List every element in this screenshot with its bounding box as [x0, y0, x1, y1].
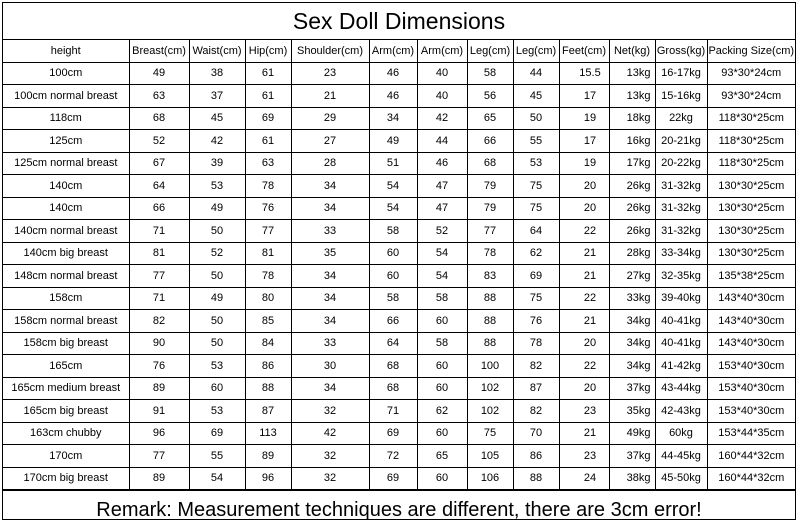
- leg-cell: 62: [513, 242, 559, 265]
- hip-cell: 69: [245, 107, 291, 130]
- hip-cell: 88: [245, 377, 291, 400]
- arm-cell: 46: [369, 85, 417, 108]
- packing-size-cell: 93*30*24cm: [707, 62, 795, 85]
- leg-cell: 100: [467, 355, 513, 378]
- hip-cell: 113: [245, 422, 291, 445]
- waist-cell: 39: [189, 152, 245, 175]
- feet-cell: 21: [559, 242, 609, 265]
- height-cell: 148cm normal breast: [3, 265, 129, 288]
- net-weight-cell: 17kg: [609, 152, 655, 175]
- gross-weight-cell: 31-32kg: [655, 175, 707, 198]
- leg-cell: 87: [513, 377, 559, 400]
- column-header: Breast(cm): [129, 40, 189, 62]
- breast-cell: 81: [129, 242, 189, 265]
- feet-cell: 20: [559, 377, 609, 400]
- waist-cell: 60: [189, 377, 245, 400]
- column-header: Arm(cm): [417, 40, 467, 62]
- waist-cell: 50: [189, 332, 245, 355]
- table-row: [3, 310, 795, 333]
- net-weight-cell: 18kg: [609, 107, 655, 130]
- breast-cell: 49: [129, 62, 189, 85]
- gross-weight-cell: 20-21kg: [655, 130, 707, 153]
- leg-cell: 64: [513, 220, 559, 243]
- arm-cell: 60: [417, 310, 467, 333]
- packing-size-cell: 118*30*25cm: [707, 152, 795, 175]
- breast-cell: 90: [129, 332, 189, 355]
- arm-cell: 42: [417, 107, 467, 130]
- leg-cell: 79: [467, 175, 513, 198]
- height-cell: 165cm medium breast: [3, 377, 129, 400]
- hip-cell: 96: [245, 467, 291, 490]
- gross-weight-cell: 15-16kg: [655, 85, 707, 108]
- feet-cell: 22: [559, 355, 609, 378]
- height-cell: 125cm normal breast: [3, 152, 129, 175]
- gross-weight-cell: 39-40kg: [655, 287, 707, 310]
- leg-cell: 65: [467, 107, 513, 130]
- leg-cell: 70: [513, 422, 559, 445]
- table-row: [3, 220, 795, 243]
- hip-cell: 77: [245, 220, 291, 243]
- gross-weight-cell: 31-32kg: [655, 220, 707, 243]
- column-header: Gross(kg): [655, 40, 707, 62]
- packing-size-cell: 130*30*25cm: [707, 242, 795, 265]
- height-cell: 140cm big breast: [3, 242, 129, 265]
- net-weight-cell: 27kg: [609, 265, 655, 288]
- hip-cell: 85: [245, 310, 291, 333]
- arm-cell: 34: [369, 107, 417, 130]
- arm-cell: 64: [369, 332, 417, 355]
- leg-cell: 75: [467, 422, 513, 445]
- column-header: Packing Size(cm): [707, 40, 795, 62]
- packing-size-cell: 130*30*25cm: [707, 220, 795, 243]
- shoulder-cell: 30: [291, 355, 369, 378]
- column-header: Leg(cm): [513, 40, 559, 62]
- arm-cell: 69: [369, 467, 417, 490]
- breast-cell: 76: [129, 355, 189, 378]
- waist-cell: 54: [189, 467, 245, 490]
- waist-cell: 38: [189, 62, 245, 85]
- feet-cell: 17: [559, 85, 609, 108]
- arm-cell: 46: [417, 152, 467, 175]
- net-weight-cell: 49kg: [609, 422, 655, 445]
- gross-weight-cell: 41-42kg: [655, 355, 707, 378]
- waist-cell: 42: [189, 130, 245, 153]
- leg-cell: 56: [467, 85, 513, 108]
- leg-cell: 50: [513, 107, 559, 130]
- column-header: height: [3, 40, 129, 62]
- waist-cell: 50: [189, 265, 245, 288]
- gross-weight-cell: 60kg: [655, 422, 707, 445]
- hip-cell: 76: [245, 197, 291, 220]
- gross-weight-cell: 40-41kg: [655, 332, 707, 355]
- table-row: [3, 175, 795, 198]
- leg-cell: 44: [513, 62, 559, 85]
- gross-weight-cell: 42-43kg: [655, 400, 707, 423]
- shoulder-cell: 34: [291, 287, 369, 310]
- leg-cell: 75: [513, 287, 559, 310]
- waist-cell: 45: [189, 107, 245, 130]
- leg-cell: 79: [467, 197, 513, 220]
- packing-size-cell: 143*40*30cm: [707, 287, 795, 310]
- shoulder-cell: 35: [291, 242, 369, 265]
- feet-cell: 20: [559, 197, 609, 220]
- shoulder-cell: 34: [291, 377, 369, 400]
- gross-weight-cell: 33-34kg: [655, 242, 707, 265]
- hip-cell: 81: [245, 242, 291, 265]
- remark-note: Remark: Measurement techniques are different, there are 3cm error!: [3, 490, 795, 529]
- net-weight-cell: 34kg: [609, 355, 655, 378]
- feet-cell: 22: [559, 287, 609, 310]
- arm-cell: 47: [417, 175, 467, 198]
- shoulder-cell: 42: [291, 422, 369, 445]
- arm-cell: 60: [417, 422, 467, 445]
- hip-cell: 84: [245, 332, 291, 355]
- leg-cell: 75: [513, 175, 559, 198]
- shoulder-cell: 33: [291, 332, 369, 355]
- arm-cell: 60: [369, 242, 417, 265]
- waist-cell: 53: [189, 400, 245, 423]
- feet-cell: 22: [559, 220, 609, 243]
- waist-cell: 53: [189, 175, 245, 198]
- feet-cell: 20: [559, 175, 609, 198]
- leg-cell: 76: [513, 310, 559, 333]
- leg-cell: 83: [467, 265, 513, 288]
- packing-size-cell: 118*30*25cm: [707, 107, 795, 130]
- height-cell: 170cm big breast: [3, 467, 129, 490]
- net-weight-cell: 13kg: [609, 62, 655, 85]
- packing-size-cell: 160*44*32cm: [707, 445, 795, 468]
- gross-weight-cell: 44-45kg: [655, 445, 707, 468]
- leg-cell: 102: [467, 400, 513, 423]
- arm-cell: 66: [369, 310, 417, 333]
- leg-cell: 102: [467, 377, 513, 400]
- hip-cell: 80: [245, 287, 291, 310]
- packing-size-cell: 143*40*30cm: [707, 310, 795, 333]
- net-weight-cell: 26kg: [609, 197, 655, 220]
- arm-cell: 54: [417, 265, 467, 288]
- feet-cell: 23: [559, 400, 609, 423]
- leg-cell: 58: [467, 62, 513, 85]
- leg-cell: 106: [467, 467, 513, 490]
- arm-cell: 52: [417, 220, 467, 243]
- packing-size-cell: 130*30*25cm: [707, 175, 795, 198]
- arm-cell: 54: [369, 197, 417, 220]
- feet-cell: 17: [559, 130, 609, 153]
- leg-cell: 82: [513, 355, 559, 378]
- table-row: [3, 400, 795, 423]
- height-cell: 158cm normal breast: [3, 310, 129, 333]
- hip-cell: 89: [245, 445, 291, 468]
- feet-cell: 21: [559, 310, 609, 333]
- shoulder-cell: 23: [291, 62, 369, 85]
- table-row: [3, 332, 795, 355]
- feet-cell: 19: [559, 107, 609, 130]
- height-cell: 163cm chubby: [3, 422, 129, 445]
- table-row: [3, 377, 795, 400]
- hip-cell: 87: [245, 400, 291, 423]
- hip-cell: 78: [245, 265, 291, 288]
- hip-cell: 63: [245, 152, 291, 175]
- arm-cell: 72: [369, 445, 417, 468]
- column-header: Shoulder(cm): [291, 40, 369, 62]
- breast-cell: 64: [129, 175, 189, 198]
- breast-cell: 89: [129, 377, 189, 400]
- breast-cell: 63: [129, 85, 189, 108]
- table-body: [3, 62, 795, 490]
- arm-cell: 58: [369, 287, 417, 310]
- table-row: [3, 85, 795, 108]
- leg-cell: 75: [513, 197, 559, 220]
- leg-cell: 55: [513, 130, 559, 153]
- shoulder-cell: 21: [291, 85, 369, 108]
- leg-cell: 69: [513, 265, 559, 288]
- shoulder-cell: 34: [291, 310, 369, 333]
- height-cell: 165cm big breast: [3, 400, 129, 423]
- column-header: Waist(cm): [189, 40, 245, 62]
- leg-cell: 53: [513, 152, 559, 175]
- waist-cell: 50: [189, 220, 245, 243]
- arm-cell: 71: [369, 400, 417, 423]
- net-weight-cell: 34kg: [609, 332, 655, 355]
- packing-size-cell: 135*38*25cm: [707, 265, 795, 288]
- arm-cell: 46: [369, 62, 417, 85]
- arm-cell: 49: [369, 130, 417, 153]
- height-cell: 125cm: [3, 130, 129, 153]
- arm-cell: 68: [369, 355, 417, 378]
- packing-size-cell: 160*44*32cm: [707, 467, 795, 490]
- gross-weight-cell: 40-41kg: [655, 310, 707, 333]
- packing-size-cell: 143*40*30cm: [707, 332, 795, 355]
- leg-cell: 66: [467, 130, 513, 153]
- net-weight-cell: 37kg: [609, 377, 655, 400]
- arm-cell: 54: [369, 175, 417, 198]
- leg-cell: 82: [513, 400, 559, 423]
- arm-cell: 58: [417, 332, 467, 355]
- shoulder-cell: 32: [291, 445, 369, 468]
- packing-size-cell: 93*30*24cm: [707, 85, 795, 108]
- breast-cell: 96: [129, 422, 189, 445]
- header-row: [3, 40, 795, 62]
- height-cell: 140cm: [3, 175, 129, 198]
- table-row: [3, 467, 795, 490]
- table-row: [3, 130, 795, 153]
- shoulder-cell: 28: [291, 152, 369, 175]
- gross-weight-cell: 22kg: [655, 107, 707, 130]
- table-row: [3, 62, 795, 85]
- net-weight-cell: 26kg: [609, 175, 655, 198]
- packing-size-cell: 153*40*30cm: [707, 400, 795, 423]
- net-weight-cell: 34kg: [609, 310, 655, 333]
- height-cell: 140cm normal breast: [3, 220, 129, 243]
- height-cell: 140cm: [3, 197, 129, 220]
- feet-cell: 15.5: [559, 62, 609, 85]
- leg-cell: 88: [513, 467, 559, 490]
- packing-size-cell: 153*40*30cm: [707, 377, 795, 400]
- table-row: [3, 445, 795, 468]
- net-weight-cell: 33kg: [609, 287, 655, 310]
- hip-cell: 78: [245, 175, 291, 198]
- leg-cell: 77: [467, 220, 513, 243]
- feet-cell: 20: [559, 332, 609, 355]
- chart-title: Sex Doll Dimensions: [3, 3, 795, 40]
- feet-cell: 21: [559, 422, 609, 445]
- leg-cell: 86: [513, 445, 559, 468]
- hip-cell: 61: [245, 85, 291, 108]
- shoulder-cell: 34: [291, 265, 369, 288]
- arm-cell: 60: [369, 265, 417, 288]
- shoulder-cell: 29: [291, 107, 369, 130]
- breast-cell: 82: [129, 310, 189, 333]
- net-weight-cell: 16kg: [609, 130, 655, 153]
- shoulder-cell: 34: [291, 197, 369, 220]
- table-row: [3, 422, 795, 445]
- leg-cell: 68: [467, 152, 513, 175]
- feet-cell: 24: [559, 467, 609, 490]
- table-row: [3, 242, 795, 265]
- table-row: [3, 197, 795, 220]
- net-weight-cell: 13kg: [609, 85, 655, 108]
- dimensions-table: [3, 40, 795, 490]
- arm-cell: 47: [417, 197, 467, 220]
- feet-cell: 23: [559, 445, 609, 468]
- leg-cell: 78: [513, 332, 559, 355]
- gross-weight-cell: 16-17kg: [655, 62, 707, 85]
- column-header: Net(kg): [609, 40, 655, 62]
- net-weight-cell: 28kg: [609, 242, 655, 265]
- column-header: Leg(cm): [467, 40, 513, 62]
- arm-cell: 54: [417, 242, 467, 265]
- height-cell: 158cm big breast: [3, 332, 129, 355]
- arm-cell: 62: [417, 400, 467, 423]
- packing-size-cell: 153*44*35cm: [707, 422, 795, 445]
- arm-cell: 65: [417, 445, 467, 468]
- feet-cell: 21: [559, 265, 609, 288]
- leg-cell: 88: [467, 332, 513, 355]
- height-cell: 165cm: [3, 355, 129, 378]
- shoulder-cell: 34: [291, 175, 369, 198]
- arm-cell: 69: [369, 422, 417, 445]
- height-cell: 118cm: [3, 107, 129, 130]
- leg-cell: 105: [467, 445, 513, 468]
- table-row: [3, 287, 795, 310]
- arm-cell: 68: [369, 377, 417, 400]
- breast-cell: 52: [129, 130, 189, 153]
- leg-cell: 78: [467, 242, 513, 265]
- packing-size-cell: 130*30*25cm: [707, 197, 795, 220]
- arm-cell: 60: [417, 467, 467, 490]
- arm-cell: 51: [369, 152, 417, 175]
- height-cell: 100cm normal breast: [3, 85, 129, 108]
- packing-size-cell: 118*30*25cm: [707, 130, 795, 153]
- arm-cell: 60: [417, 355, 467, 378]
- waist-cell: 49: [189, 197, 245, 220]
- breast-cell: 68: [129, 107, 189, 130]
- breast-cell: 71: [129, 220, 189, 243]
- arm-cell: 58: [417, 287, 467, 310]
- column-header: Hip(cm): [245, 40, 291, 62]
- table-row: [3, 107, 795, 130]
- shoulder-cell: 27: [291, 130, 369, 153]
- waist-cell: 50: [189, 310, 245, 333]
- column-header: Arm(cm): [369, 40, 417, 62]
- hip-cell: 86: [245, 355, 291, 378]
- arm-cell: 40: [417, 62, 467, 85]
- packing-size-cell: 153*40*30cm: [707, 355, 795, 378]
- waist-cell: 49: [189, 287, 245, 310]
- breast-cell: 89: [129, 467, 189, 490]
- gross-weight-cell: 31-32kg: [655, 197, 707, 220]
- gross-weight-cell: 20-22kg: [655, 152, 707, 175]
- height-cell: 158cm: [3, 287, 129, 310]
- waist-cell: 69: [189, 422, 245, 445]
- shoulder-cell: 33: [291, 220, 369, 243]
- height-cell: 100cm: [3, 62, 129, 85]
- breast-cell: 66: [129, 197, 189, 220]
- arm-cell: 40: [417, 85, 467, 108]
- breast-cell: 91: [129, 400, 189, 423]
- gross-weight-cell: 45-50kg: [655, 467, 707, 490]
- shoulder-cell: 32: [291, 467, 369, 490]
- leg-cell: 45: [513, 85, 559, 108]
- leg-cell: 88: [467, 310, 513, 333]
- leg-cell: 88: [467, 287, 513, 310]
- hip-cell: 61: [245, 130, 291, 153]
- table-row: [3, 265, 795, 288]
- shoulder-cell: 32: [291, 400, 369, 423]
- gross-weight-cell: 32-35kg: [655, 265, 707, 288]
- breast-cell: 77: [129, 265, 189, 288]
- waist-cell: 37: [189, 85, 245, 108]
- table-row: [3, 355, 795, 378]
- waist-cell: 55: [189, 445, 245, 468]
- breast-cell: 67: [129, 152, 189, 175]
- waist-cell: 53: [189, 355, 245, 378]
- table-row: [3, 152, 795, 175]
- net-weight-cell: 37kg: [609, 445, 655, 468]
- arm-cell: 58: [369, 220, 417, 243]
- net-weight-cell: 35kg: [609, 400, 655, 423]
- net-weight-cell: 38kg: [609, 467, 655, 490]
- arm-cell: 44: [417, 130, 467, 153]
- waist-cell: 52: [189, 242, 245, 265]
- arm-cell: 60: [417, 377, 467, 400]
- height-cell: 170cm: [3, 445, 129, 468]
- breast-cell: 71: [129, 287, 189, 310]
- hip-cell: 61: [245, 62, 291, 85]
- size-chart: [2, 2, 796, 520]
- breast-cell: 77: [129, 445, 189, 468]
- column-header: Feet(cm): [559, 40, 609, 62]
- net-weight-cell: 26kg: [609, 220, 655, 243]
- feet-cell: 19: [559, 152, 609, 175]
- gross-weight-cell: 43-44kg: [655, 377, 707, 400]
